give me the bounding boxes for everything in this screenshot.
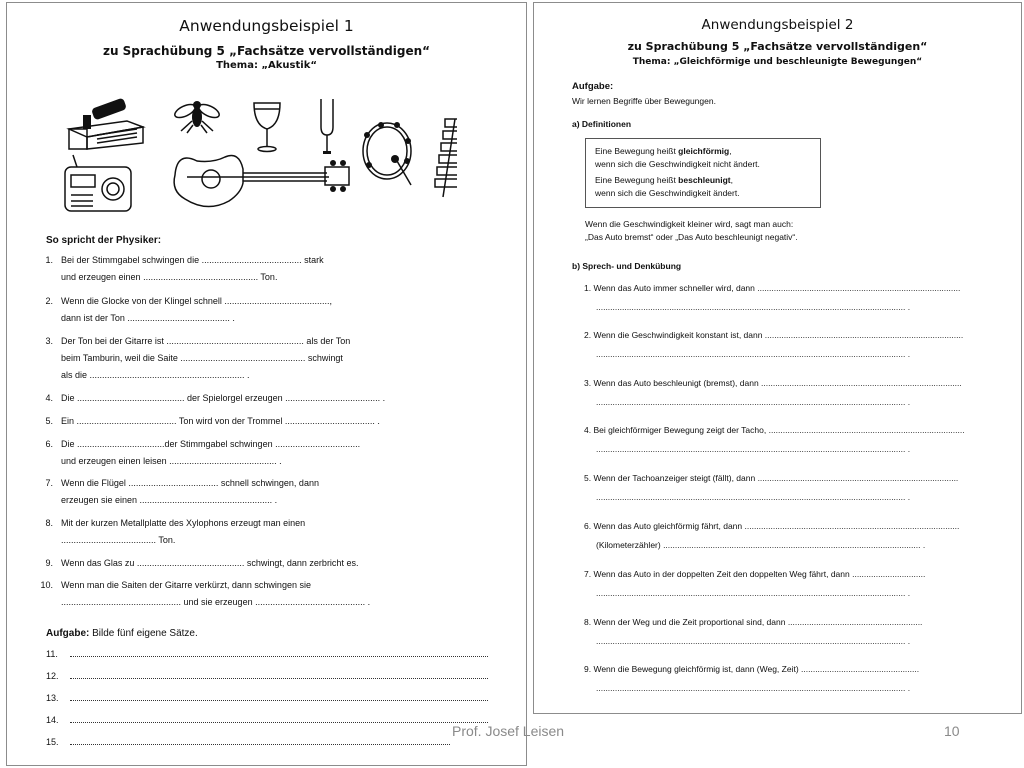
exercise-line: Die ........................................... der Spielorgel erzeugen ...................................... . xyxy=(61,393,386,403)
definition-box xyxy=(585,138,821,208)
radio-icon xyxy=(65,155,131,211)
exercise-line: Der Ton bei der Gitarre ist ....................................................... als der Ton xyxy=(61,336,351,346)
answer-number: 11. xyxy=(46,649,58,659)
definition-line: wenn sich die Geschwindigkeit nicht ändert. xyxy=(595,159,760,169)
definitions-heading: a) Definitionen xyxy=(572,119,632,129)
wine-glass-icon xyxy=(254,103,280,152)
page-title: Anwendungsbeispiel 1 xyxy=(179,17,354,35)
acoustics-illustrations xyxy=(57,91,457,216)
answer-line[interactable] xyxy=(46,715,488,725)
exercise-line: und erzeugen einen leisen ........................................... . xyxy=(61,456,282,466)
exercise-line: ................................................ und sie erzeugen ............................................ . xyxy=(61,597,371,607)
exercise-number: 2. xyxy=(45,296,53,306)
exercise-number: 1. xyxy=(45,255,53,265)
exercise-line: Wenn das Glas zu ........................................... schwingt, dann zerbricht es. xyxy=(61,558,359,568)
exercise-number: 3. xyxy=(45,336,53,346)
exercise-number: 10. xyxy=(40,580,53,590)
answer-line[interactable] xyxy=(46,649,488,659)
guitar-icon xyxy=(174,156,349,207)
exercise-line: Wenn man die Saiten der Gitarre verkürzt, dann schwingen sie xyxy=(61,580,311,590)
speech-answer-line[interactable]: ................................................................................................................................... . xyxy=(596,349,911,359)
answer-number: 12. xyxy=(46,671,59,681)
speech-prompt: 6. Wenn das Auto gleichförmig fährt, dann ........................................................................................... xyxy=(584,521,960,531)
exercise-number: 5. xyxy=(45,416,53,426)
speech-answer-line[interactable]: ................................................................................................................................... . xyxy=(596,588,911,598)
speech-exercise-heading: b) Sprech- und Denkübung xyxy=(572,261,682,271)
exercise-number: 9. xyxy=(45,558,53,568)
section-heading: So spricht der Physiker: xyxy=(46,235,162,246)
speech-answer-line[interactable]: ................................................................................................................................... . xyxy=(596,636,911,646)
exercise-line: Die ...................................der Stimmgabel schwingen .................................. xyxy=(61,439,361,449)
fly-icon xyxy=(173,101,221,133)
exercise-line: und erzeugen einen .............................................. Ton. xyxy=(61,272,278,282)
exercise-line: Mit der kurzen Metallplatte des Xylophons erzeugt man einen xyxy=(61,518,306,528)
footer-author: Prof. Josef Leisen xyxy=(452,723,565,739)
speech-prompt: 7. Wenn das Auto in der doppelten Zeit den doppelten Weg fährt, dann ............................... xyxy=(584,569,926,579)
note-line: „Das Auto bremst“ oder „Das Auto beschleunigt negativ“. xyxy=(585,232,798,242)
speech-answer-line[interactable]: (Kilometerzähler) ............................................................................................................. . xyxy=(596,540,926,550)
answer-number: 14. xyxy=(46,715,59,725)
definition-line: Eine Bewegung heißt gleichförmig, xyxy=(595,146,732,156)
definition-line: Eine Bewegung heißt beschleunigt, xyxy=(595,175,733,185)
page-subtitle: zu Sprachübung 5 „Fachsätze vervollständigen“ xyxy=(627,40,928,53)
exercise-line: Bei der Stimmgabel schwingen die ........................................ stark xyxy=(61,255,324,265)
task-instruction xyxy=(46,628,198,639)
page-theme: Thema: „Gleichförmige und beschleunigte Bewegungen“ xyxy=(632,57,923,67)
speech-prompt: 8. Wenn der Weg und die Zeit proportional sind, dann ......................................................... xyxy=(584,617,923,627)
tuning-fork-icon xyxy=(321,99,333,154)
answer-number: 13. xyxy=(46,693,59,703)
xylophone-icon xyxy=(435,119,457,197)
page-theme: Thema: „Akustik“ xyxy=(216,60,317,71)
answer-line[interactable] xyxy=(46,737,450,747)
answer-line[interactable] xyxy=(46,671,488,681)
answer-number: 15. xyxy=(46,737,59,747)
exercise-line: Wenn die Glocke von der Klingel schnell .........................................., xyxy=(61,296,332,306)
exercise-line: erzeugen sie einen ..................................................... . xyxy=(61,495,278,505)
exercise-line: ...................................... Ton. xyxy=(61,535,176,545)
speech-answer-line[interactable]: ................................................................................................................................... . xyxy=(596,492,911,502)
slide-number: 10 xyxy=(944,723,960,739)
note-line: Wenn die Geschwindigkeit kleiner wird, sagt man auch: xyxy=(585,219,794,229)
worksheet-page-2 xyxy=(533,2,1022,714)
worksheet-page-1 xyxy=(6,2,527,766)
speech-answer-line[interactable]: ................................................................................................................................... . xyxy=(596,444,911,454)
speech-prompt: 1. Wenn das Auto immer schneller wird, dann ...................................................................................... xyxy=(584,283,961,293)
exercise-line: dann ist der Ton ......................................... . xyxy=(61,313,235,323)
speech-prompt: 9. Wenn die Bewegung gleichförmig ist, dann (Weg, Zeit) .................................................. xyxy=(584,664,920,674)
exercise-line: beim Tamburin, weil die Saite .................................................. schwingt xyxy=(61,353,343,363)
speech-prompt: 2. Wenn die Geschwindigkeit konstant ist, dann .................................................................................... xyxy=(584,330,964,340)
exercise-number: 6. xyxy=(45,439,53,449)
definition-line: wenn sich die Geschwindigkeit ändert. xyxy=(595,188,740,198)
exercise-line: Wenn die Flügel .................................... schnell schwingen, dann xyxy=(61,478,319,488)
task-text: Bilde fünf eigene Sätze. xyxy=(89,628,198,639)
speech-prompt: 3. Wenn das Auto beschleunigt (bremst), dann ..................................................................................... xyxy=(584,378,962,388)
answer-line[interactable] xyxy=(46,693,488,703)
page-subtitle: zu Sprachübung 5 „Fachsätze vervollständigen“ xyxy=(102,44,431,58)
exercise-line: Ein ........................................ Ton wird von der Trommel .................................... . xyxy=(61,416,380,426)
speech-answer-line[interactable]: ................................................................................................................................... . xyxy=(596,683,911,693)
tambourine-icon xyxy=(363,122,411,185)
exercise-number: 4. xyxy=(45,393,53,403)
task-text: Wir lernen Begriffe über Bewegungen. xyxy=(572,96,716,106)
speech-answer-line[interactable]: ................................................................................................................................... . xyxy=(596,302,911,312)
speech-answer-line[interactable]: ................................................................................................................................... . xyxy=(596,397,911,407)
speech-prompt: 4. Bei gleichförmiger Bewegung zeigt der Tacho, ................................................................................... xyxy=(584,425,965,435)
exercise-number: 7. xyxy=(45,478,53,488)
exercise-number: 8. xyxy=(45,518,53,528)
task-label: Aufgabe: xyxy=(46,628,90,639)
speech-prompt: 5. Wenn der Tachoanzeiger steigt (fällt), dann ..................................................................................... xyxy=(584,473,959,483)
music-box-icon xyxy=(69,98,143,149)
page-title: Anwendungsbeispiel 2 xyxy=(701,17,854,33)
exercise-line: als die .............................................................. . xyxy=(61,370,250,380)
task-heading: Aufgabe: xyxy=(572,81,614,92)
